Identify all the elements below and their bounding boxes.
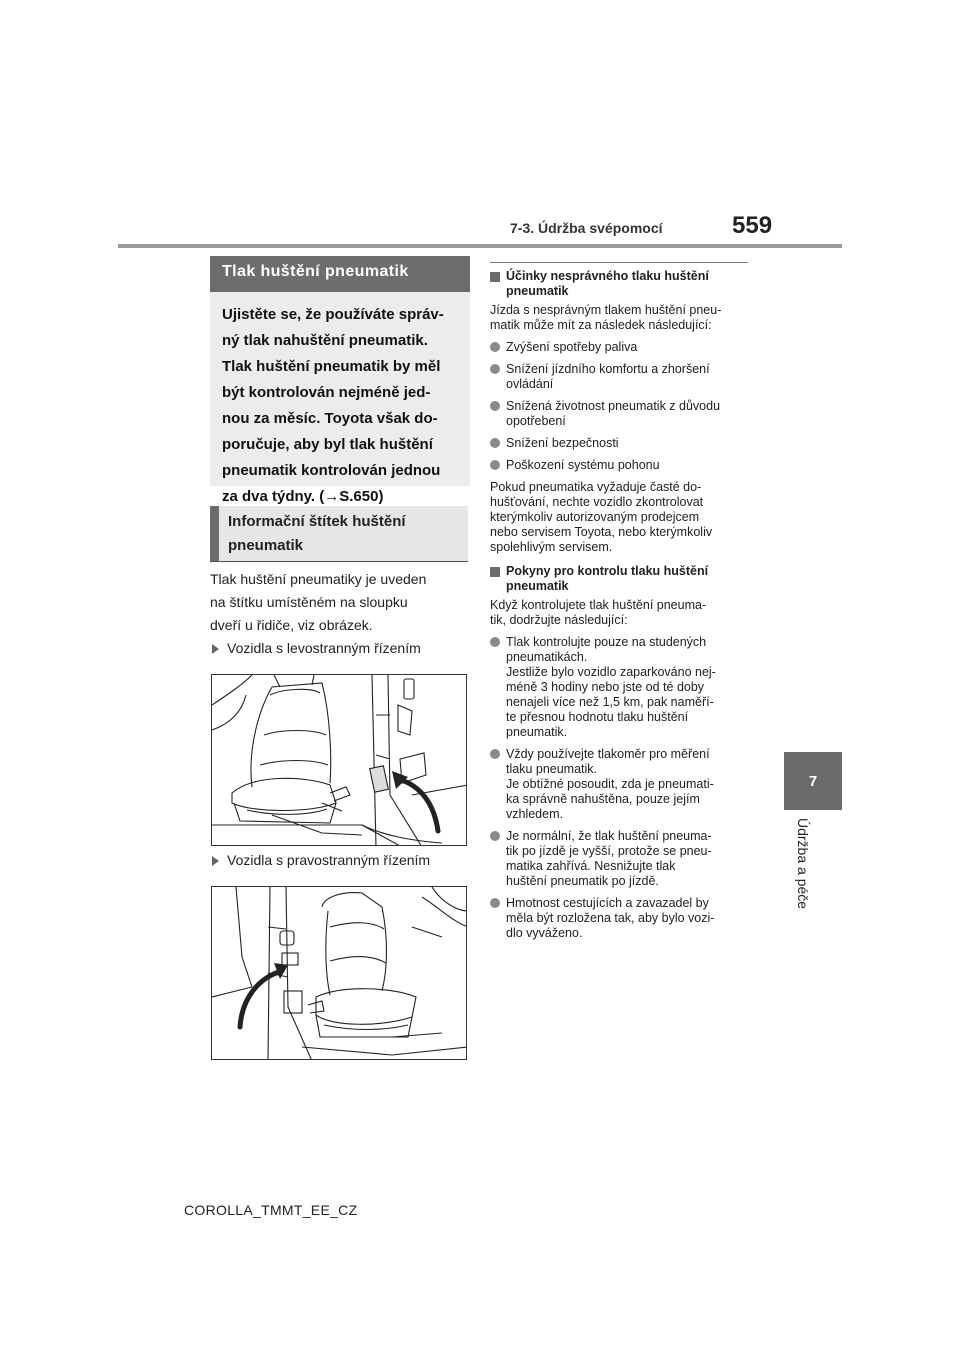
heading-bar [210, 506, 219, 562]
rhd-illustration [211, 886, 467, 1060]
text-line: hušťování, nechte vozidlo zkontrolovat [490, 495, 704, 509]
box-line: nou za měsíc. Toyota však do- [222, 410, 438, 427]
heading-line: Účinky nesprávného tlaku huštění [506, 269, 709, 283]
heading-line: Pokyny pro kontrolu tlaku huštění [506, 564, 709, 578]
bullet-item [490, 747, 748, 822]
text-line: dlo vyváženo. [506, 926, 583, 940]
text-line: pneumatikách. [506, 650, 588, 664]
bullet-item [490, 362, 748, 392]
chapter-tab: 7 [784, 752, 842, 810]
text-line: kterýmkoliv autorizovaným prodejcem [490, 510, 700, 524]
bullet-item [490, 635, 748, 740]
box-line: být kontrolován nejméně jed- [222, 384, 431, 401]
page-number: 559 [732, 212, 773, 239]
arrow-icon [212, 856, 219, 866]
text-line: Pokud pneumatika vyžaduje časté do- [490, 480, 702, 494]
text-line: Je obtížné posoudit, zda je pneumati- [506, 777, 714, 791]
text-line: Když kontrolujete tlak huštění pneuma- [490, 598, 707, 612]
text-line: méně 3 hodiny nebo jste od té doby [506, 680, 705, 694]
text-line: spolehlivým servisem. [490, 540, 613, 554]
lhd-illustration [211, 674, 467, 846]
text-line: nenajeli více než 1,5 km, pak naměří- [506, 695, 714, 709]
text-line: nebo servisem Toyota, nebo kterýmkoliv [490, 525, 713, 539]
text-line: opotřebení [506, 414, 566, 428]
text-line: Vždy používejte tlakoměr pro měření [506, 747, 710, 761]
text-line: matik může mít za následek následující: [490, 318, 712, 332]
section-heading-instructions [490, 564, 748, 594]
text-line: Jestliže bylo vozidlo zaparkováno nej- [506, 665, 716, 679]
document-code: COROLLA_TMMT_EE_CZ [184, 1202, 358, 1218]
text-line: Tlak kontrolujte pouze na studených [506, 635, 707, 649]
text-line: Poškození systému pohonu [506, 458, 660, 472]
text-line: matika zahřívá. Nesnižujte tlak [506, 859, 676, 873]
text-line: tik, dodržujte následující: [490, 613, 628, 627]
intro-line: dveří u řidiče, viz obrázek. [210, 617, 373, 633]
bullet-item [490, 436, 748, 451]
box-line: ný tlak nahuštění pneumatik. [222, 332, 428, 349]
text-line: huštění pneumatik po jízdě. [506, 874, 659, 888]
box-line: Tlak huštění pneumatik by měl [222, 358, 441, 375]
lhd-caption [212, 640, 421, 656]
instructions-intro [490, 598, 748, 628]
box-text [222, 302, 466, 510]
text-line: Snížení bezpečnosti [506, 436, 619, 450]
text-line: Snížení jízdního komfortu a zhoršení [506, 362, 710, 376]
rhd-label: Vozidla s pravostranným řízením [227, 852, 431, 868]
box-body [210, 292, 470, 505]
heading-rule [210, 561, 468, 562]
right-column [490, 262, 748, 948]
bullet-item [490, 399, 748, 429]
text-line: tik po jízdě je vyšší, protože se pneu- [506, 844, 712, 858]
text-line: Snížená životnost pneumatik z důvodu [506, 399, 721, 413]
header-divider [118, 244, 842, 248]
car-seat-door-pillar-image [212, 675, 467, 846]
car-seat-door-pillar-image [212, 887, 467, 1060]
section-title: 7-3. Údržba svépomocí [510, 220, 663, 236]
box-line: za dva týdny. (→S.650) [222, 488, 384, 505]
text-line: vzhledem. [506, 807, 563, 821]
heading-line: pneumatik [506, 284, 569, 298]
section-heading-effects [490, 269, 748, 299]
text-line: měla být rozložena tak, aby bylo vozi- [506, 911, 715, 925]
column-rule [490, 262, 748, 263]
bullet-item [490, 896, 748, 941]
text-line: pneumatik. [506, 725, 568, 739]
bullet-item [490, 829, 748, 889]
chapter-label: Údržba a péče [795, 818, 811, 910]
subsection-intro [210, 568, 470, 637]
text-line: te přesnou hodnotu tlaku huštění [506, 710, 689, 724]
effects-outro [490, 480, 748, 555]
text-line: ovládání [506, 377, 554, 391]
text-line: Hmotnost cestujících a zavazadel by [506, 896, 709, 910]
lhd-label: Vozidla s levostranným řízením [227, 640, 421, 656]
box-line: poručuje, aby byl tlak huštění [222, 436, 433, 453]
box-line: pneumatik kontrolován jednou [222, 462, 441, 479]
box-line: Ujistěte se, že používáte správ- [222, 306, 444, 323]
arrow-icon [212, 644, 219, 654]
subsection-heading [210, 506, 468, 562]
text-line: tlaku pneumatik. [506, 762, 598, 776]
intro-line: na štítku umístěném na sloupku [210, 594, 408, 610]
text-line: ka správně nahuštěna, pouze jejím [506, 792, 700, 806]
intro-line: Tlak huštění pneumatiky je uveden [210, 571, 427, 587]
text-line: Je normální, že tlak huštění pneuma- [506, 829, 712, 843]
text-line: Zvýšení spotřeby paliva [506, 340, 638, 354]
subsection-title [228, 510, 406, 558]
subsection-title-line: Informační štítek huštění [228, 513, 406, 530]
box-title: Tlak huštění pneumatik [210, 256, 470, 292]
heading-line: pneumatik [506, 579, 569, 593]
text-line: Jízda s nesprávným tlakem huštění pneu- [490, 303, 722, 317]
rhd-caption [212, 852, 430, 868]
bullet-item [490, 458, 748, 473]
bullet-item [490, 340, 748, 355]
subsection-title-line: pneumatik [228, 537, 304, 554]
effects-intro [490, 303, 748, 333]
